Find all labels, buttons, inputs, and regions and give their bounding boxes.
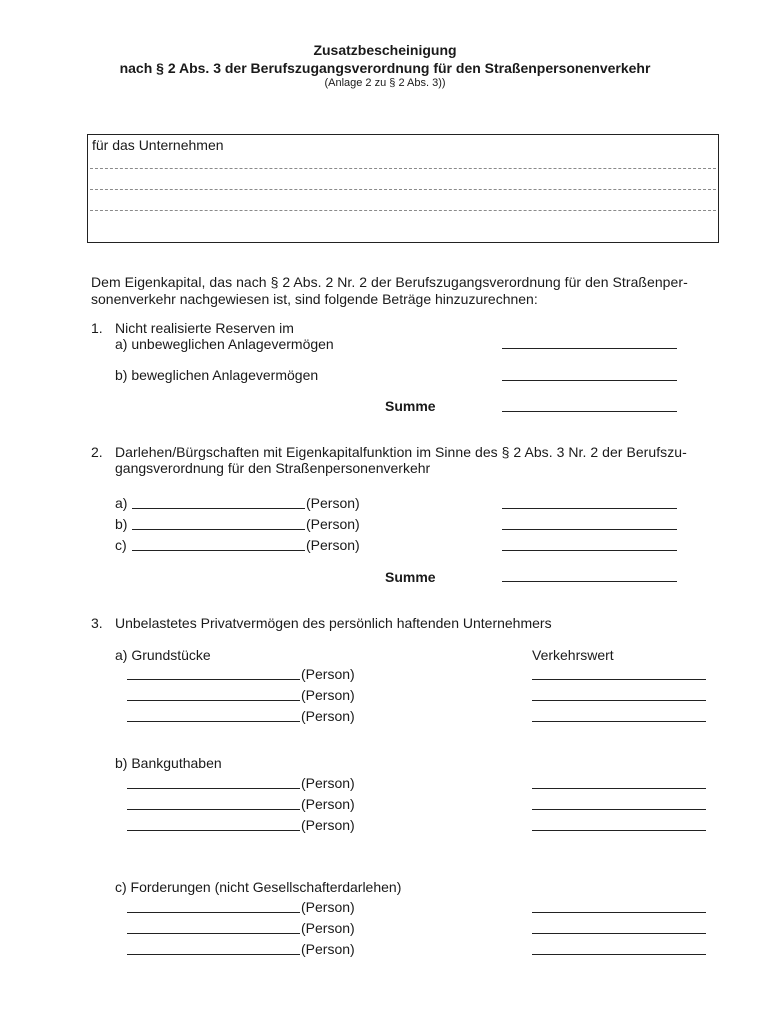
section2-row-c-letter: c) [115,537,127,553]
section3-b-row1-suffix: (Person) [301,775,355,791]
section1-item-a-label: a) unbeweglichen Anlagevermögen [115,336,334,352]
section3-value-header: Verkehrswert [532,647,614,663]
section1-item-a-amount-field[interactable] [502,348,677,349]
section3-a-row2-value-field[interactable] [532,700,706,701]
section3-c-row1-value-field[interactable] [532,912,706,913]
section3-c-row1-suffix: (Person) [301,899,355,915]
section3-a-row1-value-field[interactable] [532,679,706,680]
section3-group-a-label: a) Grundstücke [115,647,211,663]
intro-line-2: sonenverkehr nachgewiesen ist, sind folgende Beträge hinzuzurechnen: [91,291,538,307]
company-box-label: für das Unternehmen [92,137,224,153]
company-entry-line-1[interactable] [90,168,716,169]
section1-item-b-amount-field[interactable] [502,380,677,381]
section3-heading: Unbelastetes Privatvermögen des persönlich haftenden Unternehmers [115,615,552,631]
section3-b-row3-value-field[interactable] [532,830,706,831]
section3-c-row2-person-field[interactable] [127,933,300,934]
section3-b-row2-suffix: (Person) [301,796,355,812]
section3-c-row3-person-field[interactable] [127,954,300,955]
section2-sum-label: Summe [385,569,436,585]
section3-b-row2-person-field[interactable] [127,809,300,810]
section3-c-row3-suffix: (Person) [301,941,355,957]
section2-row-a-amount-field[interactable] [502,508,677,509]
section3-c-row3-value-field[interactable] [532,954,706,955]
section2-row-c-suffix: (Person) [306,537,360,553]
section3-a-row3-suffix: (Person) [301,708,355,724]
section1-sum-field[interactable] [502,411,677,412]
section2-row-c-amount-field[interactable] [502,550,677,551]
annex-reference: (Anlage 2 zu § 2 Abs. 3)) [324,77,446,89]
section3-a-row3-value-field[interactable] [532,721,706,722]
section3-a-row2-suffix: (Person) [301,687,355,703]
section2-line-1: Darlehen/Bürgschaften mit Eigenkapitalfunktion im Sinne des § 2 Abs. 3 Nr. 2 der Berufszu- [115,444,687,460]
section2-number: 2. [91,444,103,460]
section2-row-b-letter: b) [115,516,128,532]
document-title: Zusatzbescheinigung [313,42,457,58]
section3-a-row3-person-field[interactable] [127,721,300,722]
intro-line-1: Dem Eigenkapital, das nach § 2 Abs. 2 Nr. 2 der Berufszugangsverordnung für den Straßenper- [91,274,688,290]
section1-sum-label: Summe [385,398,436,414]
section3-b-row3-suffix: (Person) [301,817,355,833]
section2-row-c-person-field[interactable] [132,550,305,551]
section3-group-b-label: b) Bankguthaben [115,755,222,771]
company-entry-line-3[interactable] [90,210,716,211]
document-subtitle: nach § 2 Abs. 3 der Berufszugangsverordnung für den Straßenpersonenverkehr [119,60,651,76]
section2-sum-field[interactable] [502,581,677,582]
section3-c-row2-suffix: (Person) [301,920,355,936]
section3-b-row3-person-field[interactable] [127,830,300,831]
section1-number: 1. [91,320,103,336]
section2-row-a-letter: a) [115,495,128,511]
section3-a-row1-person-field[interactable] [127,679,300,680]
section3-a-row1-suffix: (Person) [301,666,355,682]
section3-b-row2-value-field[interactable] [532,809,706,810]
section2-row-a-suffix: (Person) [306,495,360,511]
section2-row-a-person-field[interactable] [132,508,305,509]
section2-line-2: gangsverordnung für den Straßenpersonenverkehr [115,460,431,476]
section3-c-row1-person-field[interactable] [127,912,300,913]
section2-row-b-amount-field[interactable] [502,529,677,530]
section1-item-b-label: b) beweglichen Anlagevermögen [115,367,319,383]
section3-b-row1-value-field[interactable] [532,788,706,789]
section2-row-b-person-field[interactable] [132,529,305,530]
section3-group-c-label: c) Forderungen (nicht Gesellschafterdarlehen) [115,879,402,895]
section1-heading: Nicht realisierte Reserven im [115,320,294,336]
section3-a-row2-person-field[interactable] [127,700,300,701]
company-box [87,134,719,243]
section3-number: 3. [91,615,103,631]
section2-row-b-suffix: (Person) [306,516,360,532]
section3-c-row2-value-field[interactable] [532,933,706,934]
company-entry-line-2[interactable] [90,189,716,190]
section3-b-row1-person-field[interactable] [127,788,300,789]
